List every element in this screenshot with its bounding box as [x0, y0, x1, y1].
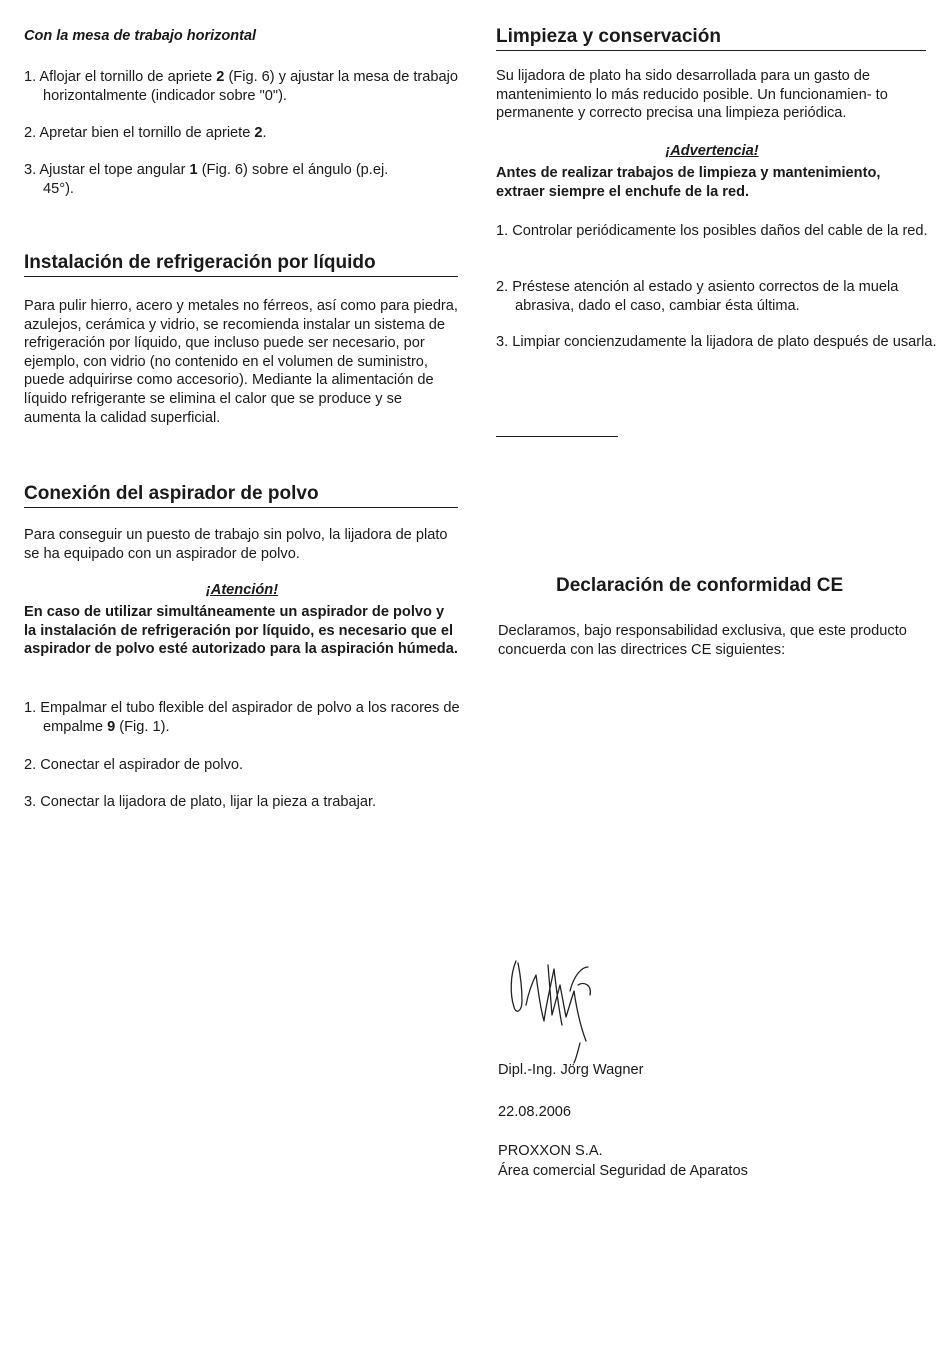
dust-step-3: 3. Conectar la lijadora de plato, lijar la pieza a trabajar. [24, 794, 377, 810]
warning-text-advertencia: Antes de realizar trabajos de limpieza y mantenimiento, extraer siempre el enchufe de la red. [496, 165, 881, 200]
heading-ce-declaration: Declaración de conformidad CE [556, 575, 844, 596]
heading-cleaning: Limpieza y conservación [496, 26, 926, 51]
heading-dust: Conexión del aspirador de polvo [24, 483, 458, 508]
dust-text: Para conseguir un puesto de trabajo sin polvo, la lijadora de plato se ha equipado con un aspirador de polvo. [24, 527, 448, 562]
signature-date: 22.08.2006 [498, 1104, 572, 1120]
step-3-horizontal: 3. Ajustar el tope angular 1 (Fig. 6) sobre el ángulo (p.ej. 45°). [24, 162, 389, 197]
cleaning-step-3: 3. Limpiar concienzudamente la lijadora de plato después de usarla. [496, 334, 937, 350]
dust-step-2: 2. Conectar el aspirador de polvo. [24, 757, 244, 773]
cleaning-step-2: 2. Préstese atención al estado y asiento correctos de la muela abrasiva, dado el caso, cambiar ésta última. [496, 279, 899, 314]
sub-heading-horizontal-table: Con la mesa de trabajo horizontal [24, 28, 257, 44]
ce-text: Declaramos, bajo responsabilidad exclusiva, que este producto concuerda con las directrices CE siguientes: [498, 623, 907, 658]
warning-title-advertencia: ¡Advertencia! [665, 143, 759, 159]
signatory-name: Dipl.-Ing. Jörg Wagner [498, 1062, 644, 1078]
warning-title-attention: ¡Atención! [205, 582, 279, 598]
company-name: PROXXON S.A. [498, 1143, 603, 1159]
cleaning-step-1: 1. Controlar periódicamente los posibles daños del cable de la red. [496, 223, 928, 239]
heading-cooling: Instalación de refrigeración por líquido [24, 252, 458, 277]
cooling-text: Para pulir hierro, acero y metales no férreos, así como para piedra, azulejos, cerámica y vidrio, se recomienda instalar un sistema de refrigeración por líquido, que incluso puede ser necesario, por ejemplo, con vidrio (no contenido en el volumen de suministro, puede adquirirse como accesorio). Mediante la alimentación de líquido refrigerante se elimina el calor que se produce y se aumenta la calidad superficial. [24, 298, 458, 426]
step-2-horizontal: 2. Apretar bien el tornillo de apriete 2. [24, 125, 267, 141]
cleaning-text: Su lijadora de plato ha sido desarrollada para un gasto de mantenimiento lo más reducido posible. Un funcionamien- to permanente y correcto precisa una limpieza periódica. [496, 68, 888, 122]
dust-step-1: 1. Empalmar el tubo flexible del aspirador de polvo a los racores de empalme 9 (Fig. 1). [24, 700, 460, 735]
warning-text-attention: En caso de utilizar simultáneamente un aspirador de polvo y la instalación de refrigeración por líquido, es necesario que el aspirador de polvo esté autorizado para la aspiración húmeda. [24, 604, 458, 658]
signature-image [504, 955, 614, 1065]
company-department: Área comercial Seguridad de Aparatos [498, 1163, 748, 1179]
step-1-horizontal: 1. Aflojar el tornillo de apriete 2 (Fig. 6) y ajustar la mesa de trabajo horizontalmente (indicador sobre "0"). [24, 69, 458, 104]
separator-rule [496, 436, 618, 437]
